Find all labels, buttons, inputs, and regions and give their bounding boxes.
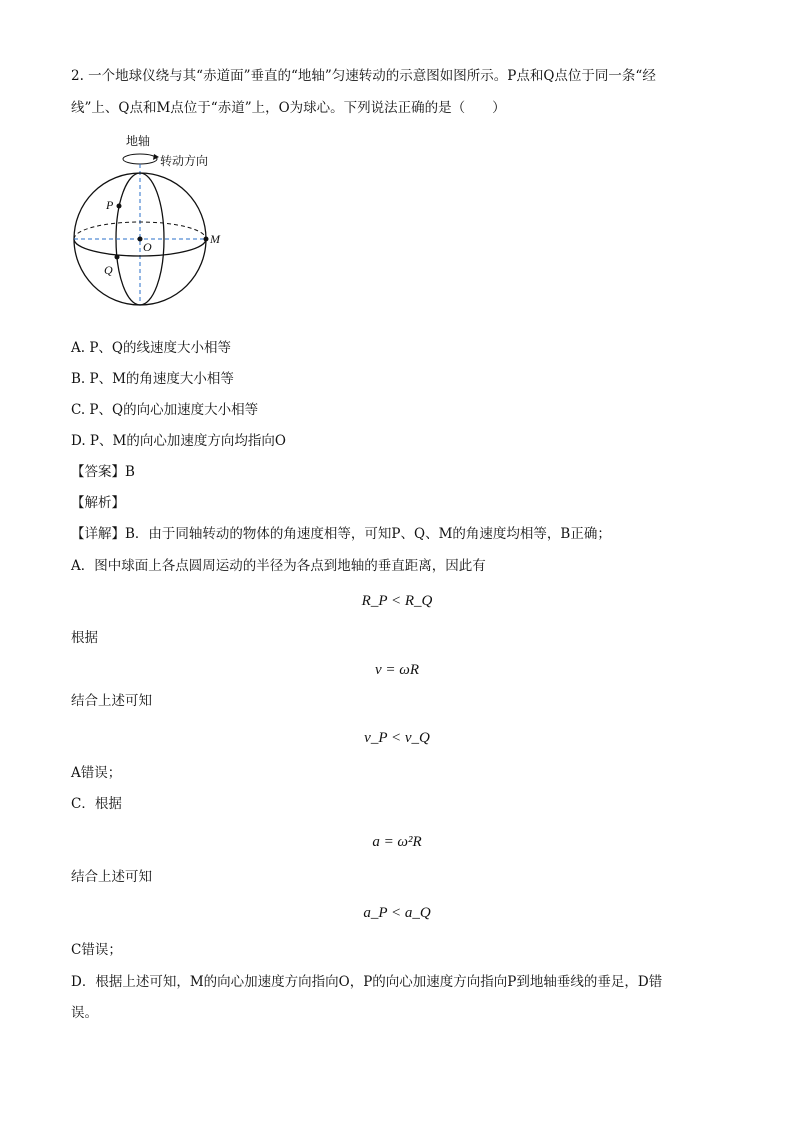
solution-gen-1: 根据 [71, 630, 98, 646]
solution-a-intro: A．图中球面上各点圆周运动的半径为各点到地轴的垂直距离，因此有 [71, 558, 486, 574]
globe-diagram [68, 130, 238, 310]
rotation-arrowhead [153, 154, 159, 160]
point-m-dot [204, 237, 209, 242]
point-p-dot [117, 204, 122, 209]
equation-3: v_P < v_Q [364, 730, 430, 746]
point-o-dot [138, 237, 143, 242]
question-line-2: 线”上、Q点和M点位于“赤道”上，O为球心。下列说法正确的是（ ） [71, 100, 506, 116]
point-q-dot [115, 255, 120, 260]
solution-combine-2: 结合上述可知 [71, 869, 152, 885]
point-m-label: M [210, 232, 220, 246]
point-o-label: O [143, 240, 152, 254]
solution-combine-1: 结合上述可知 [71, 693, 152, 709]
option-d: D. P、M的向心加速度方向均指向O [71, 433, 286, 449]
point-q-label: Q [104, 263, 113, 277]
rotation-label: 转动方向 [160, 154, 209, 168]
option-b: B. P、M的角速度大小相等 [71, 371, 234, 387]
equation-5: a_P < a_Q [363, 905, 431, 921]
point-p-label: P [106, 198, 114, 212]
solution-c-wrong: C错误； [71, 942, 122, 958]
solution-detail: 【详解】B．由于同轴转动的物体的角速度相等，可知P、Q、M的角速度均相等，B正确； [71, 526, 611, 542]
analysis-title: 【解析】 [71, 495, 125, 511]
solution-c-intro: C．根据 [71, 796, 122, 812]
equation-1: R_P < R_Q [361, 593, 433, 609]
option-a: A. P、Q的线速度大小相等 [71, 340, 231, 356]
equation-2: v = ωR [374, 662, 420, 678]
rotation-arrow [123, 154, 157, 164]
option-c: C. P、Q的向心加速度大小相等 [71, 402, 259, 418]
solution-d-line-1: D．根据上述可知，M的向心加速度方向指向O，P的向心加速度方向指向P到地轴垂线的垂足，D错 [71, 974, 663, 990]
solution-d-line-2: 误。 [71, 1005, 98, 1021]
answer-line: 【答案】B [71, 464, 135, 480]
axis-label: 地轴 [126, 134, 151, 148]
solution-a-wrong: A错误； [71, 765, 122, 781]
question-line-1: 2. 一个地球仪绕与其“赤道面”垂直的“地轴”匀速转动的示意图如图所示。P点和Q点位于同一条“经 [71, 68, 656, 84]
globe-figure [68, 130, 238, 310]
equation-4: a = ω²R [372, 834, 422, 850]
